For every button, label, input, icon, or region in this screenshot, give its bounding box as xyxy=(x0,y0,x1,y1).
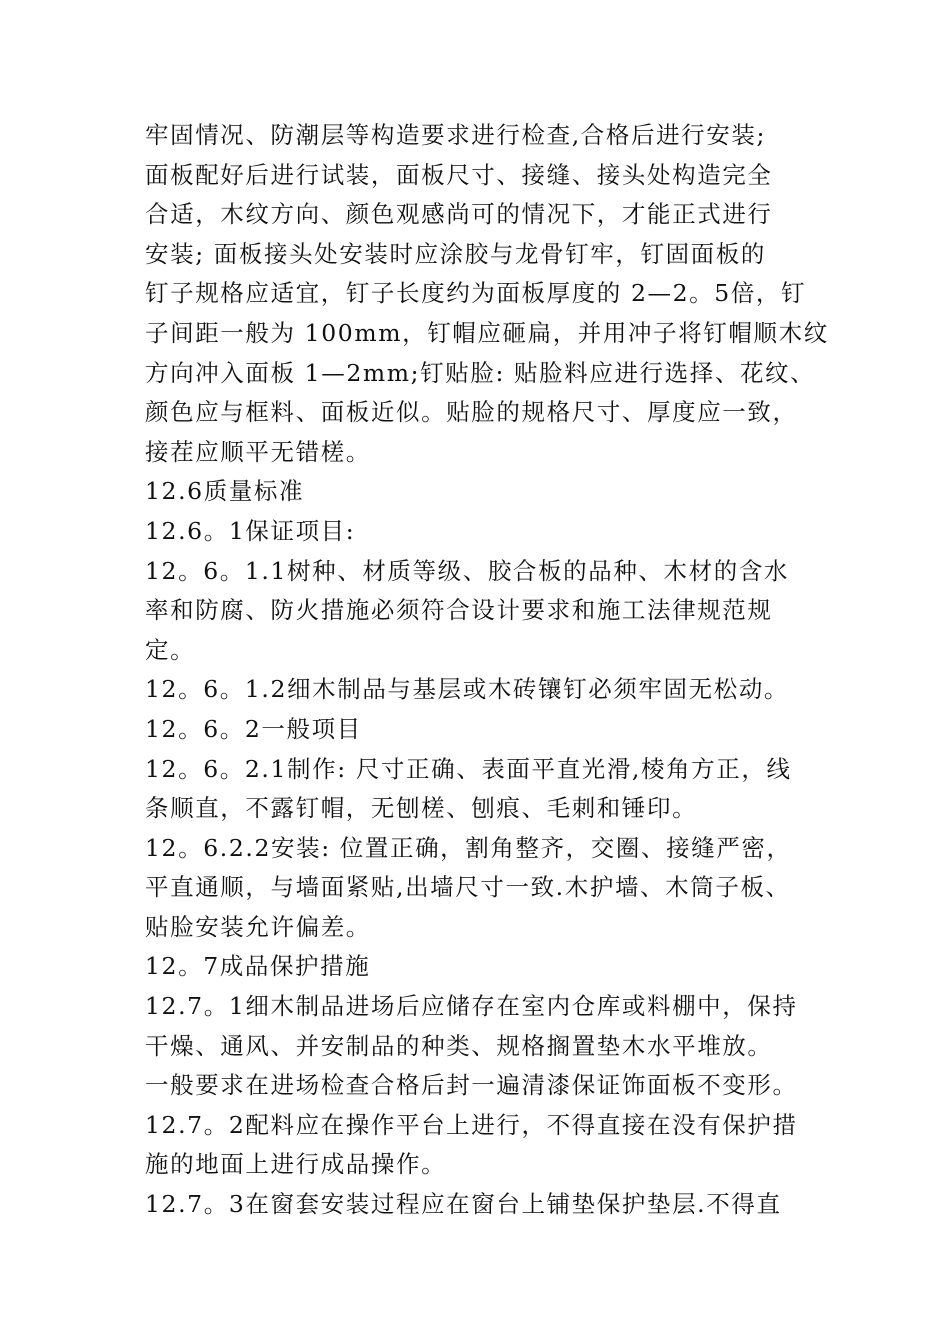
text-line: 施的地面上进行成品操作。 xyxy=(145,1150,447,1179)
text-line: 12.7。1细木制品进场后应储存在室内仓库或料棚中，保持 xyxy=(145,992,798,1021)
text-line: 安装; 面板接头处安装时应涂胶与龙骨钉牢，钉固面板的 xyxy=(145,239,766,268)
text-line: 12。6。2.1制作: 尺寸正确、表面平直光滑,棱角方正，线 xyxy=(145,754,792,783)
text-line: 干燥、通风、并安制品的种类、规格搁置垫木水平堆放。 xyxy=(145,1031,773,1060)
subsection-heading: 12。6。2一般项目 xyxy=(145,714,362,743)
text-line: 钉子规格应适宜，钉子长度约为面板厚度的 2—2。5倍，钉 xyxy=(145,279,807,308)
section-heading: 12.6质量标准 xyxy=(145,477,305,506)
text-line: 贴脸安装允许偏差。 xyxy=(145,912,371,941)
text-line: 子间距一般为 100mm，钉帽应砸扁，并用冲子将钉帽顺木纹 xyxy=(145,318,829,347)
text-line: 12.7。2配料应在操作平台上进行，不得直接在没有保护措 xyxy=(145,1110,798,1139)
text-line: 12.7。3在窗套安装过程应在窗台上铺垫保护垫层.不得直 xyxy=(145,1190,782,1219)
text-line: 接茬应顺平无错槎。 xyxy=(145,437,371,466)
text-line: 12。6.2.2安装: 位置正确，割角整齐，交圈、接缝严密， xyxy=(145,833,792,862)
subsection-heading: 12.6。1保证项目: xyxy=(145,516,356,545)
text-line: 面板配好后进行试装，面板尺寸、接缝、接头处构造完全 xyxy=(145,160,773,189)
text-line: 平直通顺，与墙面紧贴,出墙尺寸一致.木护墙、木筒子板、 xyxy=(145,873,791,902)
text-line: 条顺直，不露钉帽，无刨槎、刨痕、毛刺和锤印。 xyxy=(145,794,698,823)
text-line: 牢固情况、防潮层等构造要求进行检查,合格后进行安装; xyxy=(145,121,766,149)
text-line: 方向冲入面板 1—2mm;钉贴脸: 贴脸料应进行选择、花纹、 xyxy=(145,358,816,387)
text-line: 12。6。1.2细木制品与基层或木砖镶钉必须牢固无松动。 xyxy=(145,675,790,704)
text-line: 率和防腐、防火措施必须符合设计要求和施工法律规范规 xyxy=(145,596,773,625)
body-text xyxy=(145,116,845,1225)
text-line: 12。6。1.1树种、材质等级、胶合板的品种、木材的含水 xyxy=(145,556,790,585)
section-heading: 12。7成品保护措施 xyxy=(145,952,371,981)
text-line: 一般要求在进场检查合格后封一遍清漆保证饰面板不变形。 xyxy=(145,1071,798,1100)
text-line: 颜色应与框料、面板近似。贴脸的规格尺寸、厚度应一致， xyxy=(145,398,798,427)
text-line: 定。 xyxy=(145,635,196,664)
text-line: 合适，木纹方向、颜色观感尚可的情况下，才能正式进行 xyxy=(145,200,773,229)
